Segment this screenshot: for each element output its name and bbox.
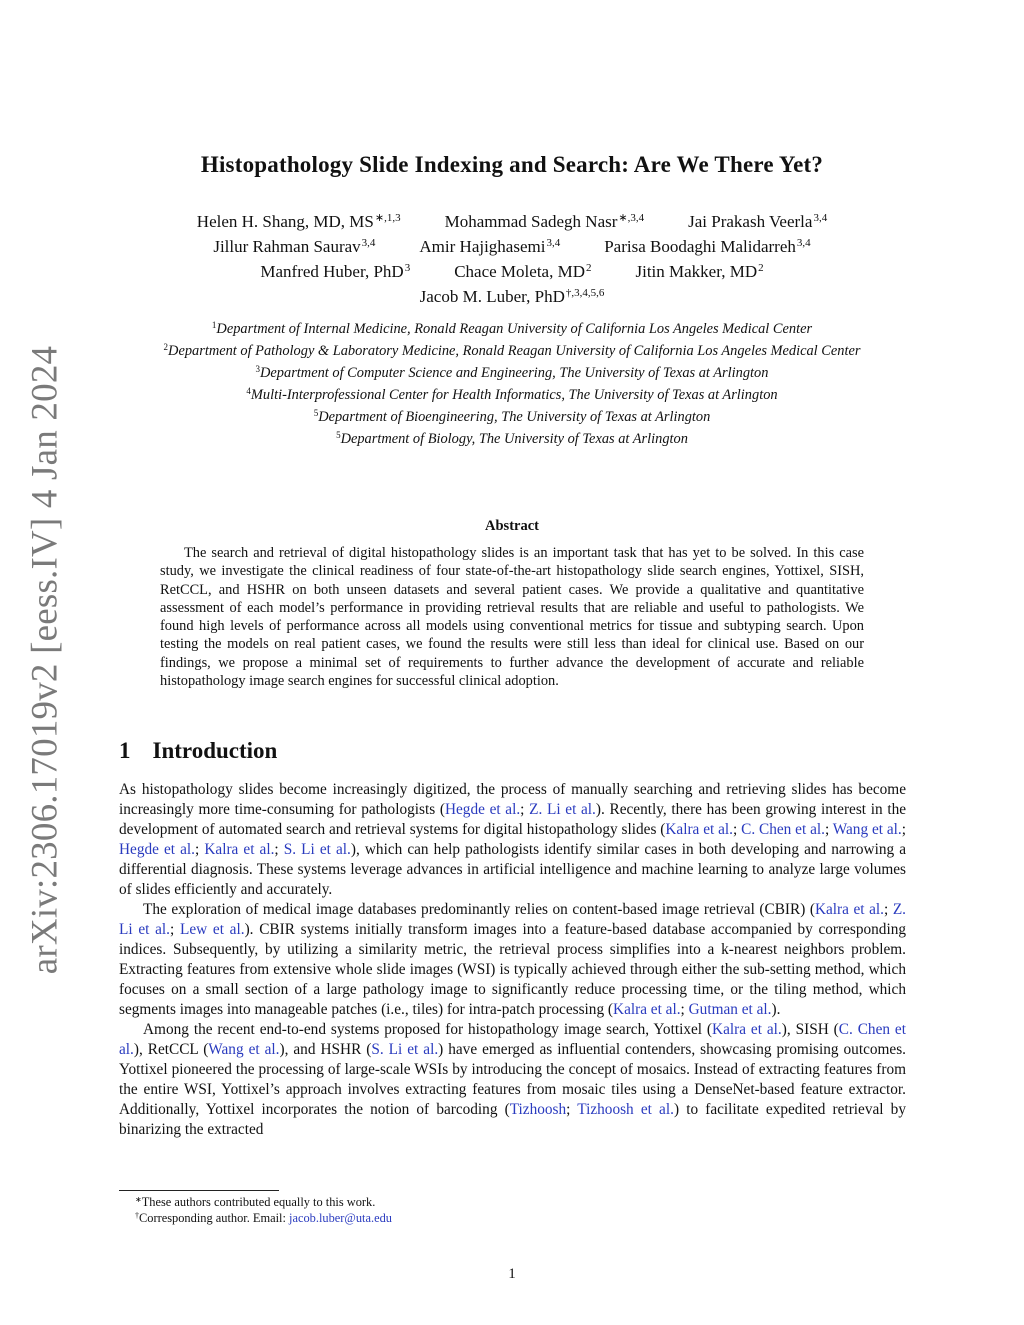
affiliation — [110, 426, 914, 448]
affiliation-list — [110, 316, 914, 448]
author-name: Jacob M. Luber, PhD — [419, 287, 565, 306]
body-text: ; — [169, 921, 180, 938]
affiliation-number: 3 — [255, 364, 261, 374]
email-link[interactable]: jacob.luber@uta.edu — [289, 1211, 392, 1225]
body-text: The exploration of medical image databases predominantly relies on content-based image retrieval (CBIR) ( — [143, 901, 815, 918]
footnote-mark: ∗ — [135, 1195, 142, 1204]
abstract-heading: Abstract — [485, 518, 539, 534]
author — [454, 256, 591, 281]
body-text: ) have emerged as influential contenders, showcasing promising outcomes. Yottixel pioneered the processing of large-scale WSIs by introducing the concept of mosaics. Instead of extracting features from the entire WSI, Yottixel’s approach involves extracting features from mosaic tiles using a DenseNet-based feature extractor. Additionally, Yottixel incorporates the notion of barcoding ( — [119, 1041, 906, 1118]
affiliation-number: 2 — [163, 342, 169, 352]
body-text: ; — [901, 821, 906, 838]
arxiv-sidebar — [14, 345, 76, 975]
author — [213, 231, 375, 256]
author-name: Manfred Huber, PhD — [260, 262, 404, 281]
body-text: ). CBIR systems initially transform images into a feature-based database accompanied by corresponding indices. Subsequently, by utilizing a similarity metric, the retrieval process simplifies into a k-nearest neighbors problem. Extracting features from extensive whole slide images (WSI) is typically achieved through either the sub-setting method, which focuses on a small section of a large pathology image to significantly reduce processing time, or the tiling method, which segments images into manageable patches (i.e., tiles) for intra-patch processing ( — [119, 921, 907, 1018]
author-list — [100, 206, 924, 306]
body-paragraph — [119, 900, 906, 1020]
author — [419, 231, 560, 256]
citation-link[interactable]: Tizhoosh — [509, 1101, 567, 1118]
citation-link[interactable]: Hegde et al. — [444, 801, 521, 818]
citation-link[interactable]: Lew et al. — [179, 921, 245, 938]
footnote-text: Corresponding author. Email: — [139, 1211, 290, 1225]
citation-link[interactable]: C. Chen et al. — [119, 1021, 906, 1058]
body-text: ; — [733, 821, 742, 838]
author-name: Jitin Makker, MD — [635, 262, 758, 281]
citation-link[interactable]: Gutman et al. — [688, 1001, 772, 1018]
author-name: Parisa Boodaghi Malidarreh — [604, 237, 796, 256]
affiliation-text: Department of Bioengineering, The University of Texas at Arlington — [318, 409, 711, 425]
body-text: ). Recently, there has been growing interest in the development of automated search and retrieval systems for digital histopathology slides ( — [119, 801, 907, 838]
citation-link[interactable]: S. Li et al. — [371, 1041, 439, 1058]
citation-link[interactable]: C. Chen et al. — [741, 821, 825, 838]
body-text: ), SISH ( — [781, 1021, 839, 1038]
citation-link[interactable]: Z. Li et al. — [529, 801, 596, 818]
citation-link[interactable]: Tizhoosh et al. — [577, 1101, 674, 1118]
body-text: ) to facilitate expedited retrieval by binarizing the extracted — [119, 1101, 906, 1138]
citation-link[interactable]: Kalra et al. — [814, 901, 884, 918]
author-affiliation-marks: 2 — [585, 262, 592, 274]
affiliation-text: Department of Biology, The University of Texas at Arlington — [340, 431, 688, 447]
author-affiliation-marks: 3,4 — [546, 237, 561, 249]
citation-link[interactable]: S. Li et al. — [283, 841, 351, 858]
section-title: Introduction — [152, 738, 278, 763]
author-affiliation-marks: ∗,3,4 — [618, 212, 645, 224]
author-name: Helen H. Shang, MD, MS — [196, 212, 374, 231]
body-text: As histopathology slides become increasingly digitized, the process of manually searching and retrieving slides has become increasingly more time-consuming for pathologists ( — [119, 781, 906, 818]
section-number: 1 — [119, 738, 131, 763]
author-name: Amir Hajighasemi — [419, 237, 546, 256]
author-affiliation-marks: 3,4 — [796, 237, 811, 249]
paper-title: Histopathology Slide Indexing and Search: Are We There Yet? — [200, 152, 824, 177]
footnote-mark: † — [135, 1211, 139, 1220]
author-name: Jai Prakash Veerla — [688, 212, 813, 231]
affiliation-text: Department of Pathology & Laboratory Medicine, Ronald Reagan University of California Los Angeles Medical Center — [168, 343, 861, 359]
author — [635, 256, 763, 281]
author — [604, 231, 810, 256]
footnote-text: These authors contributed equally to this work. — [141, 1195, 376, 1209]
author — [197, 206, 401, 231]
affiliation-number: 5 — [313, 408, 319, 418]
author-row — [100, 256, 924, 281]
citation-link[interactable]: Kalra et al. — [613, 1001, 681, 1018]
author-affiliation-marks: 3 — [404, 262, 411, 274]
citation-link[interactable]: Kalra et al. — [665, 821, 733, 838]
affiliation — [110, 316, 914, 338]
body-text: ; — [274, 841, 284, 858]
body-text: ). — [771, 1001, 781, 1018]
author-row — [100, 281, 924, 306]
abstract-text: The search and retrieval of digital histopathology slides is an important task that has yet to be solved. In this case study, we investigate the clinical readiness of four state-of-the-art histopathology slide search engines, Yottixel, SISH, RetCCL, and HSHR on both unseen datasets and several patient cases. We provide a qualitative and quantitative assessment of each model’s performance in providing retrieval results that are reliable and useful to pathologists. We found high levels of performance across all models using conventional metrics for tissue and subtyping search. Upon testing the models on real patient cases, we found the results were still less than ideal for clinical use. Based on our findings, we propose a minimal set of requirements to further advance the development of accurate and reliable histopathology image search engines for successful clinical adoption. — [160, 545, 864, 690]
body-text: ; — [566, 1101, 578, 1118]
footnote-corresponding-author — [135, 1211, 392, 1226]
section-body — [119, 780, 906, 1140]
affiliation — [110, 404, 914, 426]
affiliation-number: 1 — [211, 320, 217, 330]
author-row — [100, 206, 924, 231]
body-text: ; — [884, 901, 893, 918]
author-name: Chace Moleta, MD — [454, 262, 585, 281]
author — [260, 256, 410, 281]
affiliation-text: Department of Computer Science and Engineering, The University of Texas at Arlington — [260, 365, 769, 381]
body-text: ; — [520, 801, 530, 818]
author — [420, 281, 605, 306]
affiliation-text: Department of Internal Medicine, Ronald Reagan University of California Los Angeles Medical Center — [216, 321, 813, 337]
citation-link[interactable]: Wang et al. — [832, 821, 902, 838]
citation-link[interactable]: Hegde et al. — [119, 841, 196, 858]
body-text: ; — [195, 841, 205, 858]
affiliation-number: 5 — [336, 430, 341, 440]
page-number: 1 — [508, 1266, 516, 1282]
citation-link[interactable]: Kalra et al. — [712, 1021, 782, 1038]
author-affiliation-marks: 3,4 — [361, 237, 376, 249]
body-text: Among the recent end-to-end systems proposed for histopathology image search, Yottixel ( — [143, 1021, 713, 1038]
arxiv-identifier: arXiv:2306.17019v2 [eess.IV] 4 Jan 2024 — [24, 345, 66, 975]
affiliation — [110, 360, 914, 382]
body-text: ; — [680, 1001, 689, 1018]
citation-link[interactable]: Z. Li et al. — [119, 901, 906, 938]
footnote-divider — [119, 1190, 279, 1191]
author-name: Mohammad Sadegh Nasr — [444, 212, 618, 231]
author — [688, 206, 827, 231]
author-affiliation-marks: ∗,1,3 — [374, 212, 401, 224]
citation-link[interactable]: Kalra et al. — [204, 841, 275, 858]
affiliation — [110, 382, 914, 404]
section-heading — [119, 738, 277, 764]
body-paragraph — [119, 1020, 906, 1140]
affiliation-text: Multi-Interprofessional Center for Health Informatics, The University of Texas at Arlington — [250, 387, 778, 403]
affiliation — [110, 338, 914, 360]
author-affiliation-marks: 2 — [758, 262, 764, 274]
body-text: ), RetCCL ( — [133, 1041, 209, 1058]
author — [445, 206, 645, 231]
author-name: Jillur Rahman Saurav — [213, 237, 361, 256]
author-affiliation-marks: 3,4 — [813, 212, 828, 224]
body-text: ), and HSHR ( — [279, 1041, 372, 1058]
footnote-equal-contribution — [135, 1195, 375, 1210]
citation-link[interactable]: Wang et al. — [208, 1041, 280, 1058]
affiliation-number: 4 — [246, 386, 251, 396]
author-affiliation-marks: †,3,4,5,6 — [565, 287, 605, 299]
body-text: ), which can help pathologists identify similar cases in both developing and narrowing a differential diagnosis. These systems leverage advances in artificial intelligence and machine learning to analyze large volumes of slides efficiently and accurately. — [119, 841, 906, 898]
body-text: ; — [824, 821, 833, 838]
body-paragraph — [119, 780, 906, 900]
author-row — [100, 231, 924, 256]
